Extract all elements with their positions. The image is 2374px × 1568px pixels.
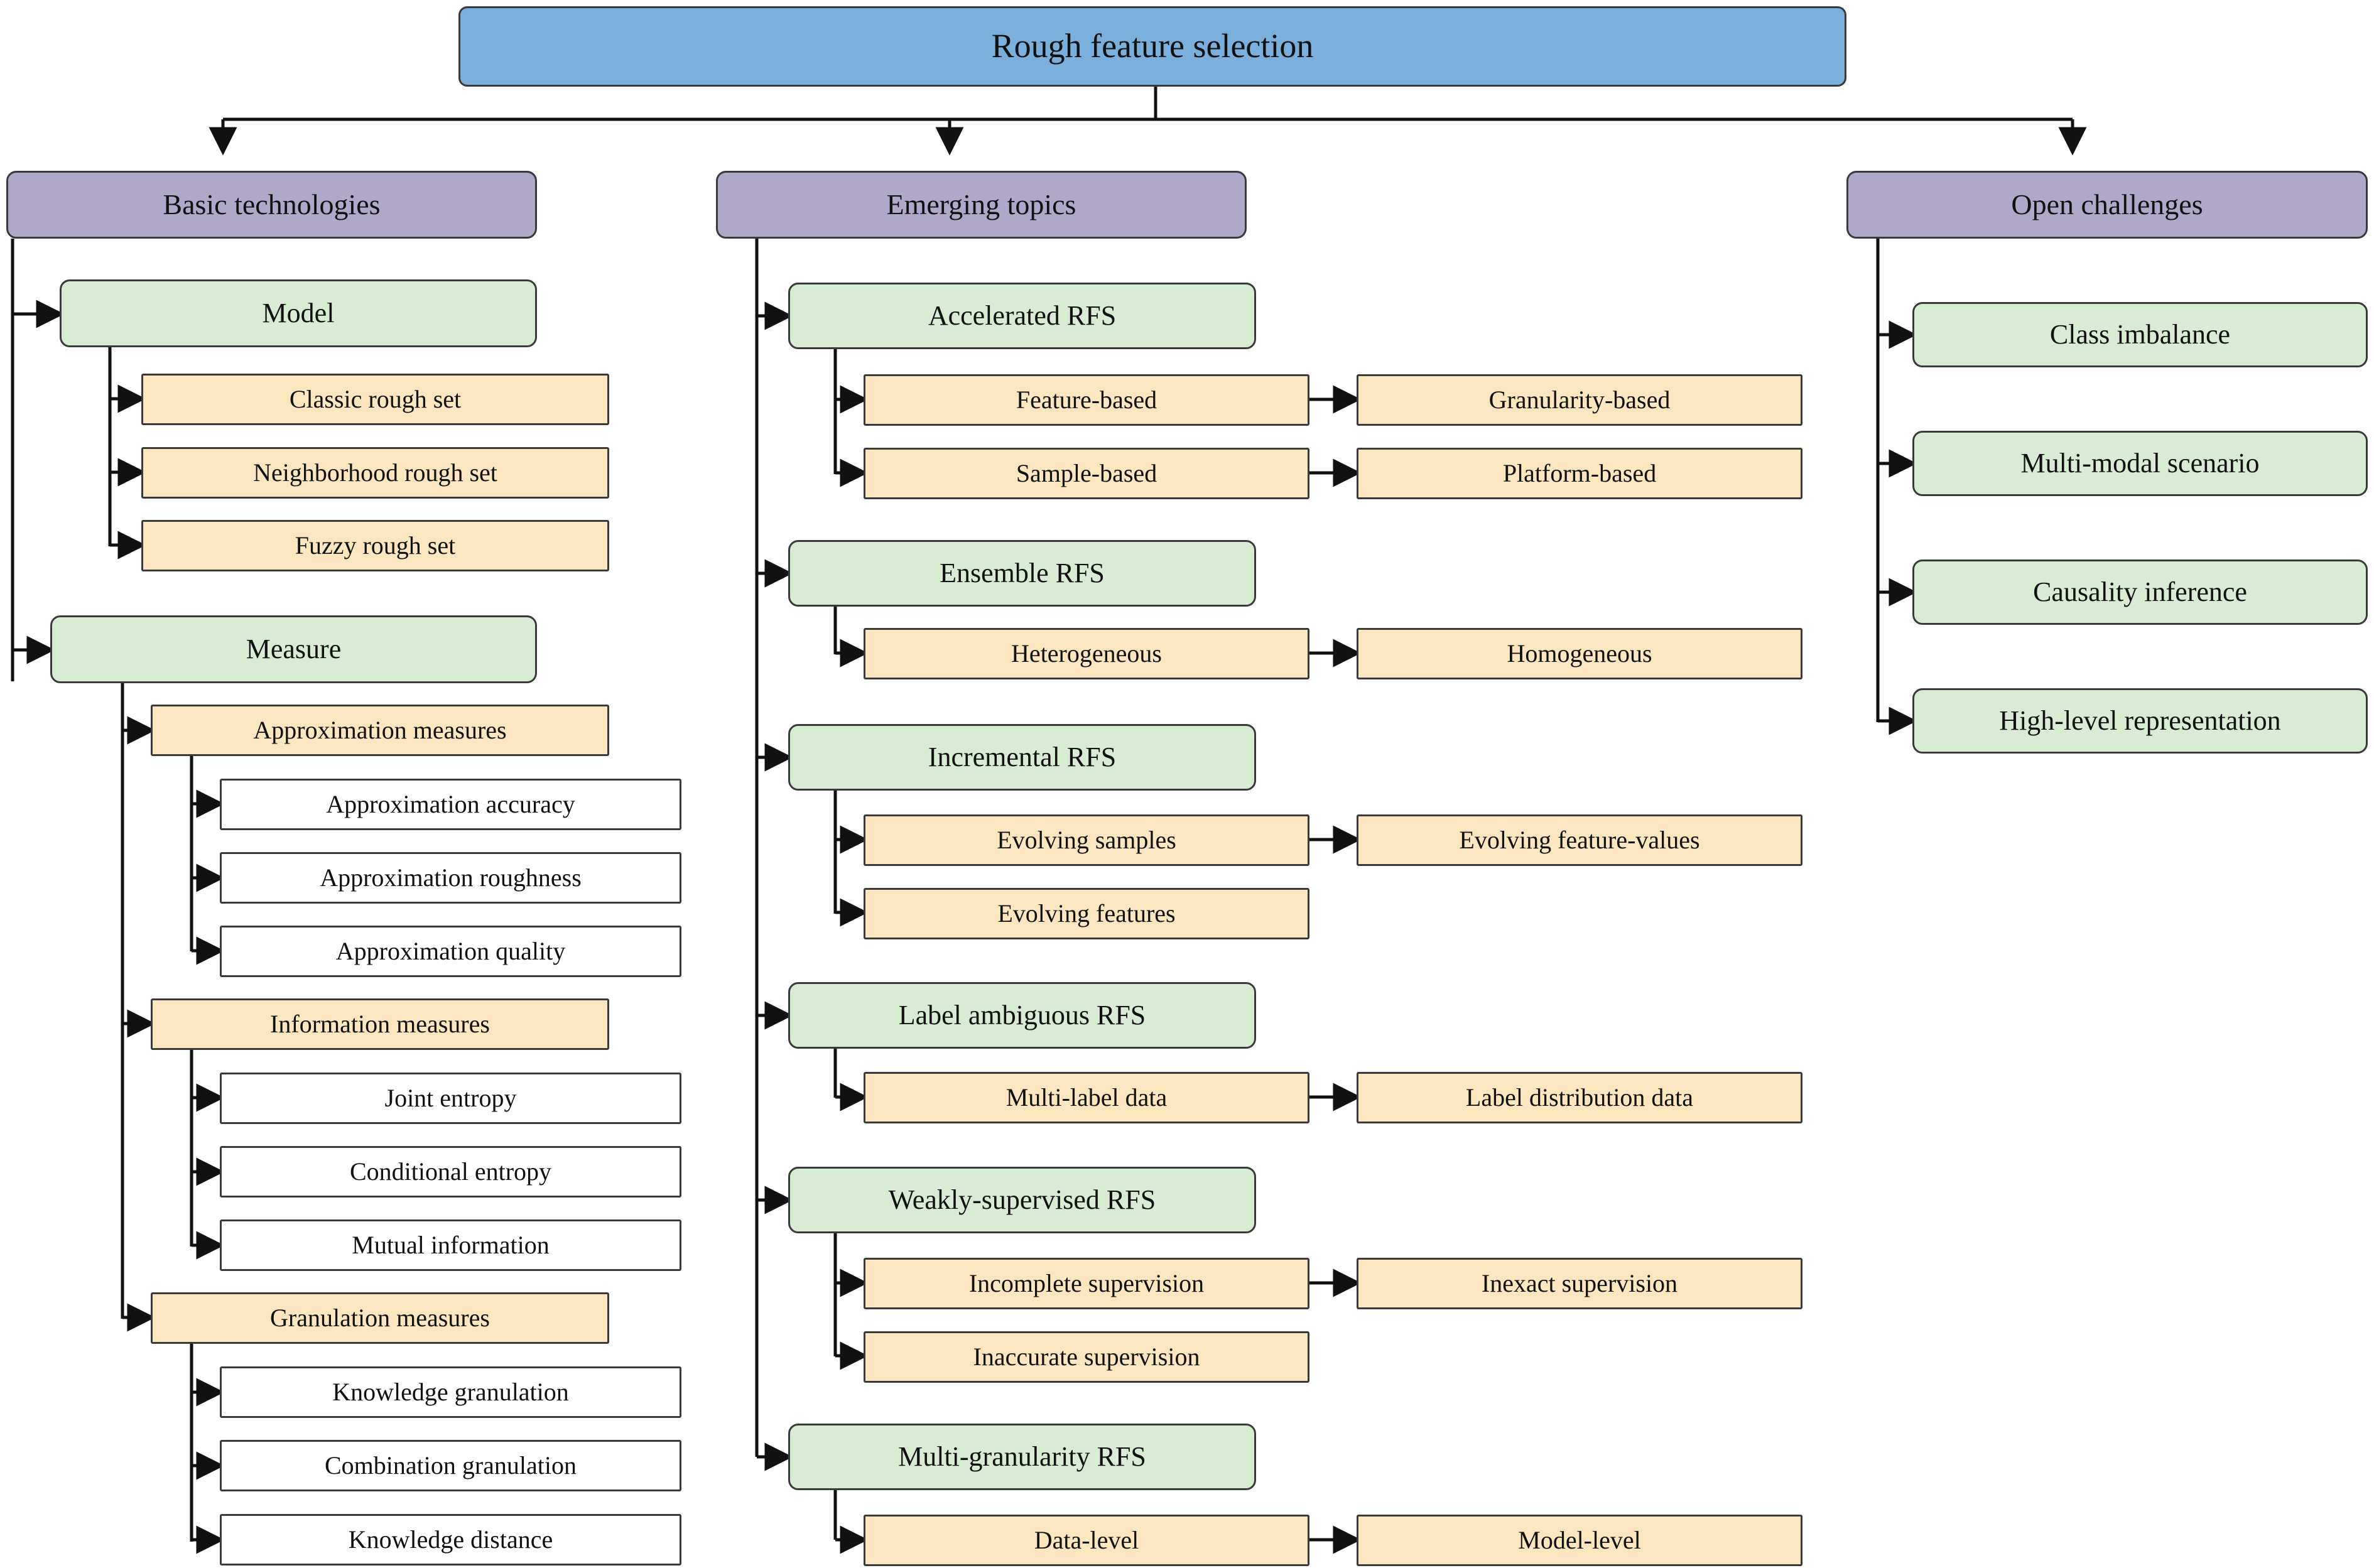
node-label-ambiguous-rfs[interactable]: Label ambiguous RFS <box>788 982 1256 1049</box>
node-sample-based[interactable]: Sample-based <box>864 448 1309 499</box>
node-evolving-samples[interactable]: Evolving samples <box>864 814 1309 866</box>
node-granularity-based[interactable]: Granularity-based <box>1357 374 1802 426</box>
node-evolving-features[interactable]: Evolving features <box>864 888 1309 939</box>
node-platform-based[interactable]: Platform-based <box>1357 448 1802 499</box>
node-causality-inference[interactable]: Causality inference <box>1912 560 2368 625</box>
node-mutual-information[interactable]: Mutual information <box>220 1219 681 1271</box>
node-inexact-supervision[interactable]: Inexact supervision <box>1357 1258 1802 1309</box>
node-inaccurate-supervision[interactable]: Inaccurate supervision <box>864 1331 1309 1383</box>
node-neighborhood-rough-set[interactable]: Neighborhood rough set <box>141 447 609 499</box>
node-root[interactable]: Rough feature selection <box>458 6 1846 87</box>
node-homogeneous[interactable]: Homogeneous <box>1357 628 1802 679</box>
node-evolving-feature-values[interactable]: Evolving feature-values <box>1357 814 1802 866</box>
node-fuzzy-rough-set[interactable]: Fuzzy rough set <box>141 520 609 571</box>
node-approximation-accuracy[interactable]: Approximation accuracy <box>220 779 681 830</box>
node-multi-modal-scenario[interactable]: Multi-modal scenario <box>1912 431 2368 496</box>
node-granulation-measures[interactable]: Granulation measures <box>151 1292 609 1344</box>
node-joint-entropy[interactable]: Joint entropy <box>220 1073 681 1124</box>
node-feature-based[interactable]: Feature-based <box>864 374 1309 426</box>
node-class-imbalance[interactable]: Class imbalance <box>1912 302 2368 367</box>
node-information-measures[interactable]: Information measures <box>151 998 609 1050</box>
node-model[interactable]: Model <box>60 279 537 347</box>
node-data-level[interactable]: Data-level <box>864 1515 1309 1566</box>
node-open-challenges[interactable]: Open challenges <box>1846 171 2368 239</box>
node-weakly-supervised-rfs[interactable]: Weakly-supervised RFS <box>788 1167 1256 1233</box>
node-measure[interactable]: Measure <box>50 615 537 683</box>
node-approximation-roughness[interactable]: Approximation roughness <box>220 852 681 904</box>
node-heterogeneous[interactable]: Heterogeneous <box>864 628 1309 679</box>
node-basic-technologies[interactable]: Basic technologies <box>6 171 537 239</box>
node-conditional-entropy[interactable]: Conditional entropy <box>220 1146 681 1198</box>
node-knowledge-granulation[interactable]: Knowledge granulation <box>220 1366 681 1418</box>
node-accelerated-rfs[interactable]: Accelerated RFS <box>788 283 1256 349</box>
node-emerging-topics[interactable]: Emerging topics <box>716 171 1247 239</box>
node-incomplete-supervision[interactable]: Incomplete supervision <box>864 1258 1309 1309</box>
node-multi-granularity-rfs[interactable]: Multi-granularity RFS <box>788 1424 1256 1490</box>
node-knowledge-distance[interactable]: Knowledge distance <box>220 1514 681 1565</box>
node-multi-label-data[interactable]: Multi-label data <box>864 1072 1309 1123</box>
node-ensemble-rfs[interactable]: Ensemble RFS <box>788 540 1256 607</box>
node-model-level[interactable]: Model-level <box>1357 1515 1802 1566</box>
node-high-level-representation[interactable]: High-level representation <box>1912 688 2368 754</box>
node-approximation-measures[interactable]: Approximation measures <box>151 705 609 756</box>
node-approximation-quality[interactable]: Approximation quality <box>220 926 681 977</box>
node-incremental-rfs[interactable]: Incremental RFS <box>788 724 1256 791</box>
node-combination-granulation[interactable]: Combination granulation <box>220 1440 681 1491</box>
node-label-distribution-data[interactable]: Label distribution data <box>1357 1072 1802 1123</box>
node-classic-rough-set[interactable]: Classic rough set <box>141 374 609 425</box>
